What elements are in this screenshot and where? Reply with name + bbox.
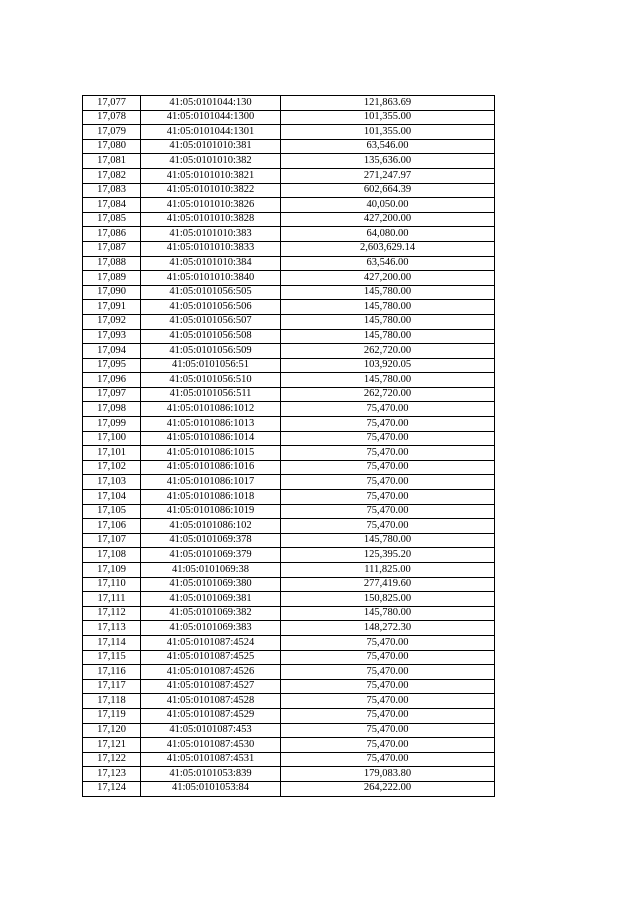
table-row — [83, 460, 495, 475]
cadastral-number-cell: 41:05:0101010:384 — [141, 256, 281, 271]
cadastral-number-cell: 41:05:0101069:383 — [141, 621, 281, 636]
cadastral-number-cell: 41:05:0101086:1018 — [141, 490, 281, 505]
value-cell: 75,470.00 — [281, 446, 495, 461]
cadastral-number-cell: 41:05:0101069:378 — [141, 533, 281, 548]
table-row — [83, 635, 495, 650]
value-cell: 63,546.00 — [281, 139, 495, 154]
table-row — [83, 533, 495, 548]
value-cell: 145,780.00 — [281, 329, 495, 344]
cadastral-number-cell: 41:05:0101056:51 — [141, 358, 281, 373]
cadastral-number-cell: 41:05:0101069:38 — [141, 563, 281, 578]
cadastral-number-cell: 41:05:0101087:4524 — [141, 635, 281, 650]
table-row — [83, 708, 495, 723]
table-row — [83, 373, 495, 388]
cadastral-number-cell: 41:05:0101044:1301 — [141, 125, 281, 140]
value-cell: 277,419.60 — [281, 577, 495, 592]
cadastral-number-cell: 41:05:0101086:1015 — [141, 446, 281, 461]
value-cell: 262,720.00 — [281, 387, 495, 402]
row-number-cell: 17,103 — [83, 475, 141, 490]
row-number-cell: 17,118 — [83, 694, 141, 709]
value-cell: 145,780.00 — [281, 285, 495, 300]
cadastral-number-cell: 41:05:0101086:1014 — [141, 431, 281, 446]
value-cell: 63,546.00 — [281, 256, 495, 271]
cadastral-number-cell: 41:05:0101087:4528 — [141, 694, 281, 709]
cadastral-number-cell: 41:05:0101087:4526 — [141, 665, 281, 680]
cadastral-number-cell: 41:05:0101086:102 — [141, 519, 281, 534]
table-row — [83, 621, 495, 636]
row-number-cell: 17,094 — [83, 344, 141, 359]
row-number-cell: 17,101 — [83, 446, 141, 461]
cadastral-number-cell: 41:05:0101086:1016 — [141, 460, 281, 475]
value-cell: 148,272.30 — [281, 621, 495, 636]
value-cell: 111,825.00 — [281, 563, 495, 578]
cadastral-number-cell: 41:05:0101053:839 — [141, 767, 281, 782]
value-cell: 75,470.00 — [281, 650, 495, 665]
table-row — [83, 183, 495, 198]
row-number-cell: 17,079 — [83, 125, 141, 140]
table-row — [83, 168, 495, 183]
cadastral-number-cell: 41:05:0101087:4525 — [141, 650, 281, 665]
table-row — [83, 139, 495, 154]
cadastral-number-cell: 41:05:0101010:3828 — [141, 212, 281, 227]
table-row — [83, 665, 495, 680]
value-cell: 145,780.00 — [281, 373, 495, 388]
table-row — [83, 256, 495, 271]
row-number-cell: 17,095 — [83, 358, 141, 373]
table-row — [83, 767, 495, 782]
value-cell: 75,470.00 — [281, 708, 495, 723]
row-number-cell: 17,112 — [83, 606, 141, 621]
table-row — [83, 446, 495, 461]
value-cell: 75,470.00 — [281, 460, 495, 475]
row-number-cell: 17,090 — [83, 285, 141, 300]
value-cell: 121,863.69 — [281, 96, 495, 111]
row-number-cell: 17,119 — [83, 708, 141, 723]
row-number-cell: 17,116 — [83, 665, 141, 680]
value-cell: 75,470.00 — [281, 738, 495, 753]
cadastral-number-cell: 41:05:0101010:3840 — [141, 271, 281, 286]
cadastral-number-cell: 41:05:0101087:4531 — [141, 752, 281, 767]
row-number-cell: 17,085 — [83, 212, 141, 227]
row-number-cell: 17,092 — [83, 314, 141, 329]
row-number-cell: 17,124 — [83, 781, 141, 796]
value-cell: 262,720.00 — [281, 344, 495, 359]
cadastral-number-cell: 41:05:0101010:383 — [141, 227, 281, 242]
value-cell: 101,355.00 — [281, 110, 495, 125]
cadastral-number-cell: 41:05:0101056:509 — [141, 344, 281, 359]
table-row — [83, 417, 495, 432]
value-cell: 179,083.80 — [281, 767, 495, 782]
cadastral-number-cell: 41:05:0101044:130 — [141, 96, 281, 111]
value-cell: 103,920.05 — [281, 358, 495, 373]
row-number-cell: 17,121 — [83, 738, 141, 753]
table-row — [83, 285, 495, 300]
row-number-cell: 17,117 — [83, 679, 141, 694]
table-row — [83, 723, 495, 738]
data-table — [82, 95, 495, 797]
value-cell: 75,470.00 — [281, 402, 495, 417]
cadastral-number-cell: 41:05:0101010:381 — [141, 139, 281, 154]
cadastral-number-cell: 41:05:0101056:506 — [141, 300, 281, 315]
cadastral-number-cell: 41:05:0101010:382 — [141, 154, 281, 169]
cadastral-number-cell: 41:05:0101010:3826 — [141, 198, 281, 213]
row-number-cell: 17,104 — [83, 490, 141, 505]
cadastral-number-cell: 41:05:0101010:3822 — [141, 183, 281, 198]
table-row — [83, 548, 495, 563]
row-number-cell: 17,097 — [83, 387, 141, 402]
cadastral-number-cell: 41:05:0101087:4527 — [141, 679, 281, 694]
cadastral-number-cell: 41:05:0101053:84 — [141, 781, 281, 796]
row-number-cell: 17,120 — [83, 723, 141, 738]
table-row — [83, 577, 495, 592]
cadastral-number-cell: 41:05:0101056:508 — [141, 329, 281, 344]
value-cell: 264,222.00 — [281, 781, 495, 796]
table-row — [83, 154, 495, 169]
row-number-cell: 17,102 — [83, 460, 141, 475]
table-row — [83, 314, 495, 329]
row-number-cell: 17,123 — [83, 767, 141, 782]
row-number-cell: 17,082 — [83, 168, 141, 183]
value-cell: 427,200.00 — [281, 212, 495, 227]
value-cell: 125,395.20 — [281, 548, 495, 563]
row-number-cell: 17,105 — [83, 504, 141, 519]
cadastral-number-cell: 41:05:0101056:507 — [141, 314, 281, 329]
cadastral-number-cell: 41:05:0101056:505 — [141, 285, 281, 300]
cadastral-number-cell: 41:05:0101010:3821 — [141, 168, 281, 183]
cadastral-number-cell: 41:05:0101069:380 — [141, 577, 281, 592]
cadastral-number-cell: 41:05:0101086:1019 — [141, 504, 281, 519]
row-number-cell: 17,115 — [83, 650, 141, 665]
value-cell: 75,470.00 — [281, 475, 495, 490]
table-row — [83, 650, 495, 665]
table-row — [83, 110, 495, 125]
table-body — [83, 96, 495, 797]
row-number-cell: 17,114 — [83, 635, 141, 650]
table-row — [83, 227, 495, 242]
table-row — [83, 300, 495, 315]
value-cell: 145,780.00 — [281, 533, 495, 548]
value-cell: 64,080.00 — [281, 227, 495, 242]
table-row — [83, 752, 495, 767]
value-cell: 75,470.00 — [281, 417, 495, 432]
row-number-cell: 17,087 — [83, 241, 141, 256]
row-number-cell: 17,108 — [83, 548, 141, 563]
value-cell: 602,664.39 — [281, 183, 495, 198]
value-cell: 150,825.00 — [281, 592, 495, 607]
value-cell: 75,470.00 — [281, 519, 495, 534]
row-number-cell: 17,113 — [83, 621, 141, 636]
row-number-cell: 17,106 — [83, 519, 141, 534]
row-number-cell: 17,086 — [83, 227, 141, 242]
value-cell: 271,247.97 — [281, 168, 495, 183]
table-row — [83, 271, 495, 286]
table-row — [83, 387, 495, 402]
value-cell: 75,470.00 — [281, 679, 495, 694]
table-row — [83, 198, 495, 213]
value-cell: 2,603,629.14 — [281, 241, 495, 256]
table-row — [83, 738, 495, 753]
row-number-cell: 17,111 — [83, 592, 141, 607]
table-row — [83, 212, 495, 227]
table-row — [83, 519, 495, 534]
row-number-cell: 17,088 — [83, 256, 141, 271]
cadastral-number-cell: 41:05:0101069:379 — [141, 548, 281, 563]
value-cell: 75,470.00 — [281, 490, 495, 505]
table-row — [83, 344, 495, 359]
table-row — [83, 96, 495, 111]
cadastral-number-cell: 41:05:0101069:381 — [141, 592, 281, 607]
table-row — [83, 490, 495, 505]
table-row — [83, 358, 495, 373]
value-cell: 75,470.00 — [281, 723, 495, 738]
value-cell: 145,780.00 — [281, 606, 495, 621]
value-cell: 135,636.00 — [281, 154, 495, 169]
cadastral-number-cell: 41:05:0101069:382 — [141, 606, 281, 621]
row-number-cell: 17,080 — [83, 139, 141, 154]
cadastral-number-cell: 41:05:0101087:4530 — [141, 738, 281, 753]
table-row — [83, 563, 495, 578]
table-row — [83, 402, 495, 417]
value-cell: 101,355.00 — [281, 125, 495, 140]
table-row — [83, 329, 495, 344]
table-row — [83, 475, 495, 490]
table-row — [83, 694, 495, 709]
table-row — [83, 431, 495, 446]
row-number-cell: 17,100 — [83, 431, 141, 446]
cadastral-number-cell: 41:05:0101087:4529 — [141, 708, 281, 723]
value-cell: 75,470.00 — [281, 635, 495, 650]
table-row — [83, 125, 495, 140]
row-number-cell: 17,099 — [83, 417, 141, 432]
value-cell: 75,470.00 — [281, 665, 495, 680]
table-row — [83, 592, 495, 607]
table-row — [83, 241, 495, 256]
cadastral-number-cell: 41:05:0101086:1013 — [141, 417, 281, 432]
row-number-cell: 17,122 — [83, 752, 141, 767]
row-number-cell: 17,084 — [83, 198, 141, 213]
value-cell: 145,780.00 — [281, 314, 495, 329]
table-row — [83, 504, 495, 519]
value-cell: 75,470.00 — [281, 504, 495, 519]
value-cell: 75,470.00 — [281, 752, 495, 767]
row-number-cell: 17,091 — [83, 300, 141, 315]
value-cell: 40,050.00 — [281, 198, 495, 213]
row-number-cell: 17,107 — [83, 533, 141, 548]
table-row — [83, 606, 495, 621]
row-number-cell: 17,096 — [83, 373, 141, 388]
value-cell: 75,470.00 — [281, 694, 495, 709]
row-number-cell: 17,089 — [83, 271, 141, 286]
row-number-cell: 17,093 — [83, 329, 141, 344]
cadastral-number-cell: 41:05:0101056:511 — [141, 387, 281, 402]
row-number-cell: 17,081 — [83, 154, 141, 169]
row-number-cell: 17,109 — [83, 563, 141, 578]
cadastral-number-cell: 41:05:0101086:1012 — [141, 402, 281, 417]
value-cell: 75,470.00 — [281, 431, 495, 446]
cadastral-number-cell: 41:05:0101056:510 — [141, 373, 281, 388]
cadastral-number-cell: 41:05:0101044:1300 — [141, 110, 281, 125]
table-row — [83, 781, 495, 796]
value-cell: 145,780.00 — [281, 300, 495, 315]
row-number-cell: 17,077 — [83, 96, 141, 111]
table-row — [83, 679, 495, 694]
value-cell: 427,200.00 — [281, 271, 495, 286]
cadastral-number-cell: 41:05:0101086:1017 — [141, 475, 281, 490]
cadastral-number-cell: 41:05:0101087:453 — [141, 723, 281, 738]
row-number-cell: 17,078 — [83, 110, 141, 125]
row-number-cell: 17,098 — [83, 402, 141, 417]
row-number-cell: 17,110 — [83, 577, 141, 592]
cadastral-number-cell: 41:05:0101010:3833 — [141, 241, 281, 256]
row-number-cell: 17,083 — [83, 183, 141, 198]
